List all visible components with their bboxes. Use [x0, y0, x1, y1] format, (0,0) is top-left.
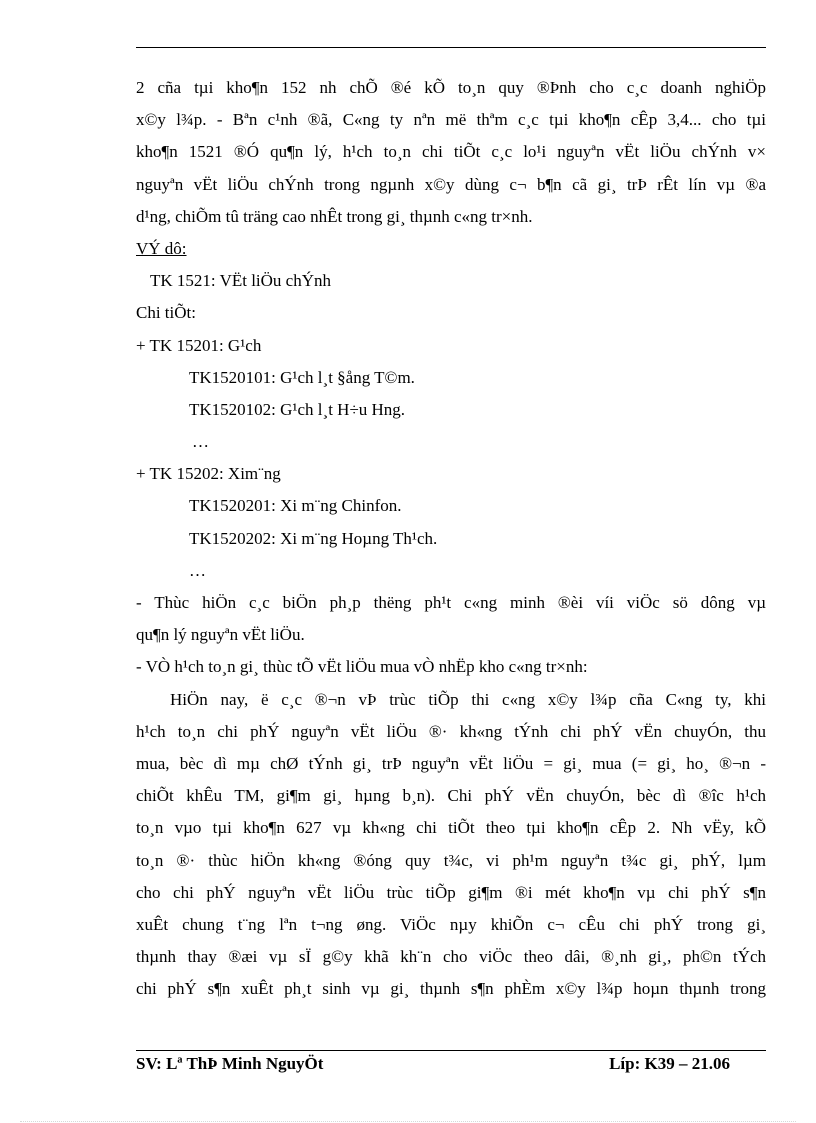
ellipsis: …	[189, 560, 206, 580]
body-line: kho¶n 1521 ®Ó qu¶n lý, h¹ch to¸n chi tiÕt c¸c lo¹i nguyªn vËt liÖu chÝnh v×	[136, 142, 766, 162]
body-line: qu¶n lý nguyªn vËt liÖu.	[136, 625, 305, 645]
body-line: chiÕt khÊu TM, gi¶m gi¸ hµng b¸n). Chi phÝ vËn chuyÓn, bèc dì ®îc h¹ch	[136, 786, 766, 806]
sub-sub-account-line: TK1520202: Xi m¨ng Hoµng Th¹ch.	[189, 528, 438, 548]
body-line: xuÊt chung t¨ng lªn t¬ng øng. ViÖc nµy khiÕn c¬ cÊu chi phÝ trong gi¸	[136, 914, 766, 934]
body-line: h¹ch to¸n chi phÝ nguyªn vËt liÖu ®· kh«ng tÝnh chi phÝ vËn chuyÓn, thu	[136, 721, 766, 741]
body-line: nguyªn vËt liÖu chÝnh trong ngµnh x©y dùng c¬ b¶n cã gi¸ trÞ rÊt lín vµ ®a	[136, 174, 766, 194]
body-line: to¸n ®· thùc hiÖn kh«ng ®óng quy t¾c, vi ph¹m nguyªn t¾c gi¸ phÝ, lµm	[136, 850, 766, 870]
sub-sub-account-line: TK1520102: G¹ch l¸t H÷u Hng.	[189, 399, 406, 419]
page-footer	[136, 1054, 766, 1078]
body-line: cho chi phÝ nguyªn vËt liÖu trùc tiÕp gi¶m ®i mét kho¶n vµ chi phÝ s¶n	[136, 882, 766, 902]
sub-sub-account-line: TK1520101: G¹ch l¸t §ång T©m.	[189, 367, 415, 387]
sub-account-line: + TK 15201: G¹ch	[136, 335, 262, 355]
body-line: - Thùc hiÖn c¸c biÖn ph¸p thëng ph¹t c«ng minh ®èi víi viÖc sö dông vµ	[136, 593, 766, 612]
header-rule	[136, 47, 766, 48]
page-edge	[20, 1121, 796, 1122]
sub-sub-account-line: TK1520201: Xi m¨ng Chinfon.	[189, 496, 402, 516]
paragraph-first-line: HiÖn nay, ë c¸c ®¬n vÞ trùc tiÕp thi c«ng x©y l¾p cña C«ng ty, khi	[170, 689, 766, 709]
body-line: d¹ng, chiÕm tû träng cao nhÊt trong gi¸ thµnh c«ng tr×nh.	[136, 206, 533, 226]
body-line: chi phÝ s¶n xuÊt ph¸t sinh vµ gi¸ thµnh s¶n phÈm x©y l¾p hoµn thµnh trong	[136, 979, 766, 999]
ellipsis: …	[192, 432, 209, 452]
account-line: TK 1521: VËt liÖu chÝnh	[150, 271, 332, 291]
document-body	[136, 72, 766, 1005]
sub-account-line: + TK 15202: Xim¨ng	[136, 464, 281, 484]
class-code: Líp: K39 – 21.06	[609, 1054, 730, 1073]
detail-heading: Chi tiÕt:	[136, 303, 196, 323]
body-line: x©y l¾p. - Bªn c¹nh ®ã, C«ng ty nªn më thªm c¸c tµi kho¶n cÊp 3,4... cho tµi	[136, 110, 766, 130]
example-heading: VÝ dô:	[136, 238, 187, 258]
body-line: to¸n vµo tµi kho¶n 627 vµ kh«ng chi tiÕt theo tµi kho¶n cÊp 2. Nh vËy, kÕ	[136, 818, 766, 838]
body-line: mua, bèc dì mµ chØ tÝnh gi¸ trÞ nguyªn vËt liÖu = gi¸ mua (= gi¸ ho¸ ®¬n -	[136, 753, 766, 773]
footer-rule	[136, 1050, 766, 1051]
body-line: thµnh thay ®æi vµ sÏ g©y khã kh¨n cho viÖc theo dâi, ®¸nh gi¸, ph©n tÝch	[136, 947, 766, 967]
body-line: - VÒ h¹ch to¸n gi¸ thùc tÕ vËt liÖu mua vÒ nhËp kho c«ng tr×nh:	[136, 657, 588, 677]
student-name: SV: Lª ThÞ Minh NguyÖt	[136, 1054, 324, 1073]
body-line: 2 cña tµi kho¶n 152 nh chÕ ®é kÕ to¸n quy ®Þnh cho c¸c doanh nghiÖp	[136, 78, 766, 97]
